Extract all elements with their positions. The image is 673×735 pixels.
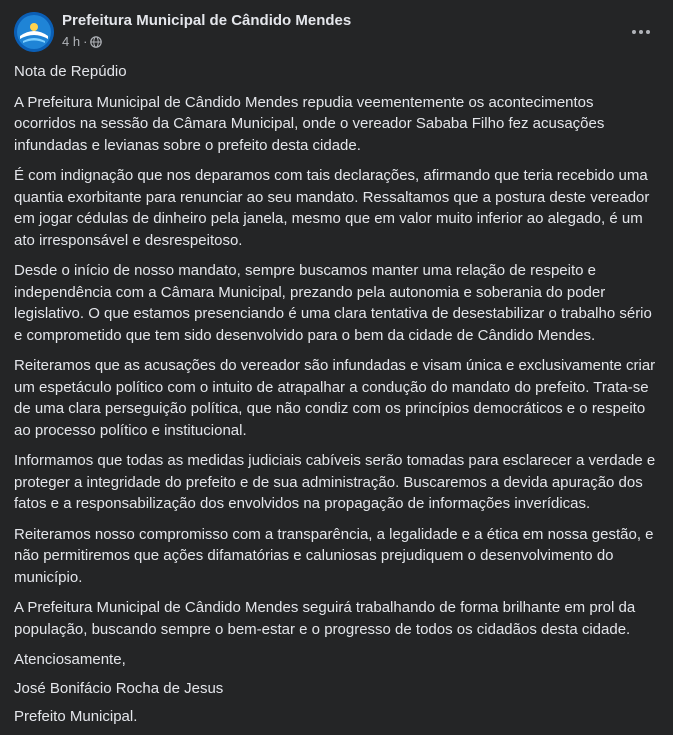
more-options-button[interactable]: [623, 14, 659, 50]
more-options-icon: [631, 29, 651, 35]
post-signature-title: Prefeito Municipal.: [14, 708, 138, 725]
post-signature-name: José Bonifácio Rocha de Jesus: [14, 679, 224, 697]
post-paragraph: A Prefeitura Municipal de Cândido Mendes seguirá trabalhando de forma brilhante em prol da população, buscando sempre o bem-estar e o progresso de todos os cidadãos desta cidade.: [14, 599, 636, 638]
post-meta: [62, 34, 102, 49]
post-header: [14, 10, 659, 54]
post-paragraph: Desde o início de nosso mandato, sempre buscamos manter uma relação de respeito e independência com a Câmara Municipal, prezando pela autonomia e soberania do poder legislativo. O que estamos presenciando é uma clara tentativa de desestabilizar o trabalho sério e comprometido que tem sido desenvolvido para o bem da cidade de Cândido Mendes.: [14, 262, 652, 344]
post-paragraph-title: Nota de Repúdio: [14, 63, 127, 80]
post-body: [14, 61, 657, 735]
post-paragraph: É com indignação que nos deparamos com tais declarações, afirmando que teria recebido uma quantia exorbitante para renunciar ao seu mandato. Ressaltamos que a postura deste vereador em jogar cédulas de dinheiro pela janela, mesmo que em valor muito inferior ao alegado, é um ato irresponsável e desrespeitoso.: [14, 167, 650, 249]
post-time[interactable]: 4 h: [62, 34, 81, 49]
municipal-logo: [14, 12, 54, 52]
globe-icon[interactable]: [90, 36, 102, 48]
post-paragraph: A Prefeitura Municipal de Cândido Mendes repudia veementemente os acontecimentos ocorridos na sessão da Câmara Municipal, onde o vereador Sababa Filho fez acusações infundadas e levianas sobre o prefeito desta cidade.: [14, 93, 605, 154]
post-closing: Atenciosamente,: [14, 651, 126, 668]
post-paragraph: Informamos que todas as medidas judiciais cabíveis serão tomadas para esclarecer a verdade e proteger a integridade do prefeito e de sua administração. Buscaremos a devida apuração dos fatos e a responsabilização dos envolvidos na propagação de informações inverídicas.: [14, 452, 656, 512]
post-paragraph: Reiteramos nosso compromisso com a transparência, a legalidade e a ética em nossa gestão, e não permitiremos que ações difamatórias e caluniosas prejudiquem o desenvolvimento do município.: [14, 525, 654, 586]
meta-separator: ·: [83, 34, 88, 49]
page-name-link[interactable]: Prefeitura Municipal de Cândido Mendes: [62, 12, 352, 29]
page-avatar[interactable]: [14, 12, 54, 52]
post-paragraph: Reiteramos que as acusações do vereador são infundadas e visam única e exclusivamente criar um espetáculo político com o intuito de atrapalhar a condução do mandato do prefeito. Trata-se de uma clara perseguição política, que não condiz com os princípios democráticos e o respeito ao processo político e institucional.: [14, 357, 656, 439]
